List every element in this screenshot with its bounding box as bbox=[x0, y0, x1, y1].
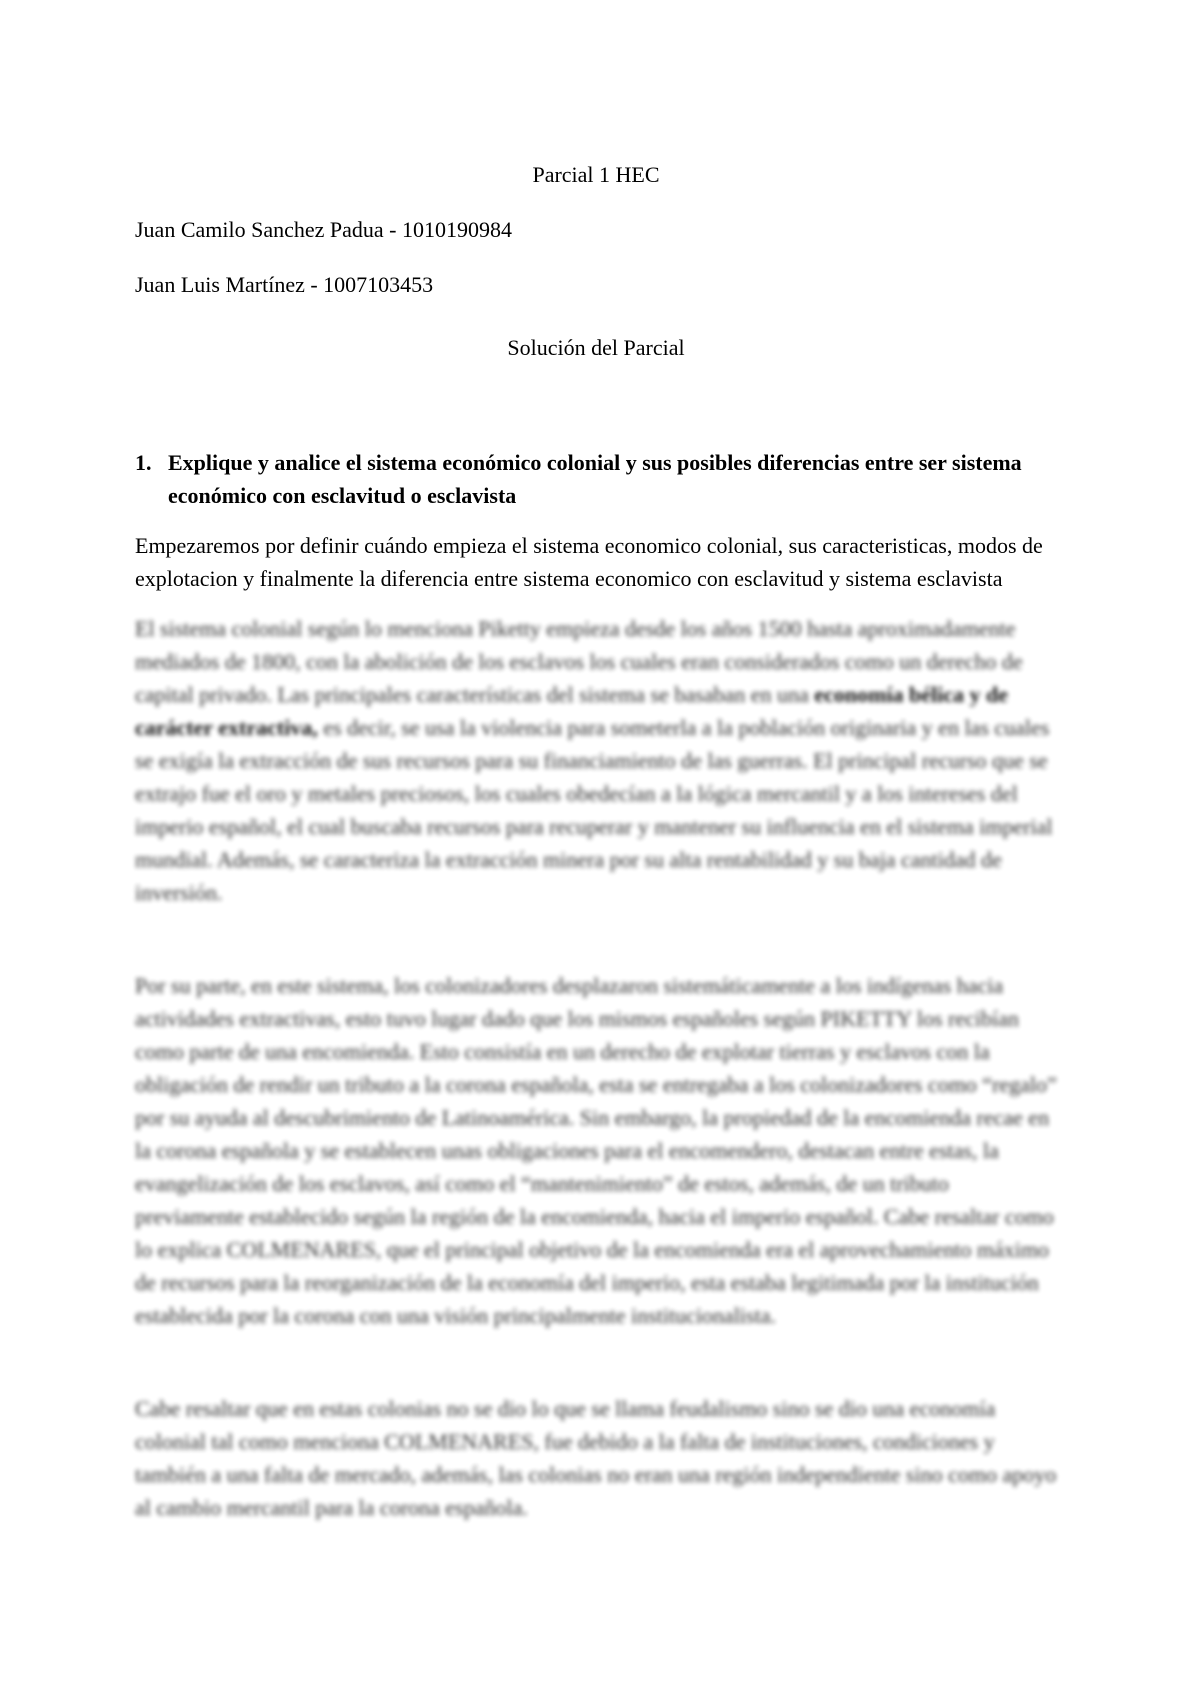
intro-paragraph: Empezaremos por definir cuándo empieza el sistema economico colonial, sus caracteristicas, modos de explotacion y finalmente la diferencia entre sistema economico con esclavitud y sistema esclavista bbox=[135, 533, 1043, 591]
author-line-2: Juan Luis Martínez - 1007103453 bbox=[135, 272, 434, 297]
blurred-paragraphs bbox=[135, 612, 1057, 1524]
question-text: Explique y analice el sistema económico colonial y sus posibles diferencias entre ser sistema económico con esclavitud o esclavista bbox=[168, 450, 1022, 508]
blurred-paragraph: Por su parte, en este sistema, los colonizadores desplazaron sistemáticamente a los indígenas hacia actividades extractivas, esto tuvo lugar dado que los mismos españoles según PIKETTY los recibían como parte de una encomienda. Esto consistía en un derecho de explotar tierras y esclavos con la obligación de rendir un tributo a la corona española, esta se entregaba a los colonizadores como “regalo” por su ayuda al descubrimiento de Latinoamérica. Sin embargo, la propiedad de la encomienda recae en la corona española y se establecen unas obligaciones para el encomendero, destacan entre estas, la evangelización de los esclavos, así como el “mantenimiento” de estos, además, de un tributo previamente establecido según la región de la encomienda, hacia el imperio español. Cabe resaltar como lo explica COLMENARES, que el principal objetivo de la encomienda era el aprovechamiento máximo de recursos para la reorganización de la economía del imperio, esta estaba legitimada por la institución establecida por la corona con una visión principalmente institucionalista. bbox=[135, 973, 1057, 1328]
question-heading bbox=[135, 446, 1057, 512]
author-line-1: Juan Camilo Sanchez Padua - 1010190984 bbox=[135, 217, 512, 242]
document-title: Parcial 1 HEC bbox=[532, 162, 660, 187]
document-subtitle: Solución del Parcial bbox=[507, 335, 685, 360]
blurred-paragraph: Cabe resaltar que en estas colonias no se dio lo que se llama feudalismo sino se dio una economía colonial tal como menciona COLMENARES, fue debido a la falta de instituciones, condiciones y también a una falta de mercado, además, las colonias no eran una región independiente sino como apoyo al cambio mercantil para la corona española. bbox=[135, 1396, 1057, 1520]
question-number: 1. bbox=[135, 450, 152, 475]
blurred-paragraph: El sistema colonial según lo menciona Piketty empieza desde los años 1500 hasta aproximadamente mediados de 1800, con la abolición de los esclavos los cuales eran considerados como un derecho de capital privado. Las principales características del sistema se basaban en una economía bélica y de carácter extractiva, es decir, se usa la violencia para someterla a la población originaria y en las cuales se exigía la extracción de sus recursos para su financiamiento de las guerras. El principal recurso que se extrajo fue el oro y metales preciosos, los cuales obedecían a la lógica mercantil y a los intereses del imperio español, el cual buscaba recursos para recuperar y mantener su influencia en el sistema imperial mundial. Además, se caracteriza la extracción minera por su alta rentabilidad y su baja cantidad de inversión. bbox=[135, 616, 1053, 905]
